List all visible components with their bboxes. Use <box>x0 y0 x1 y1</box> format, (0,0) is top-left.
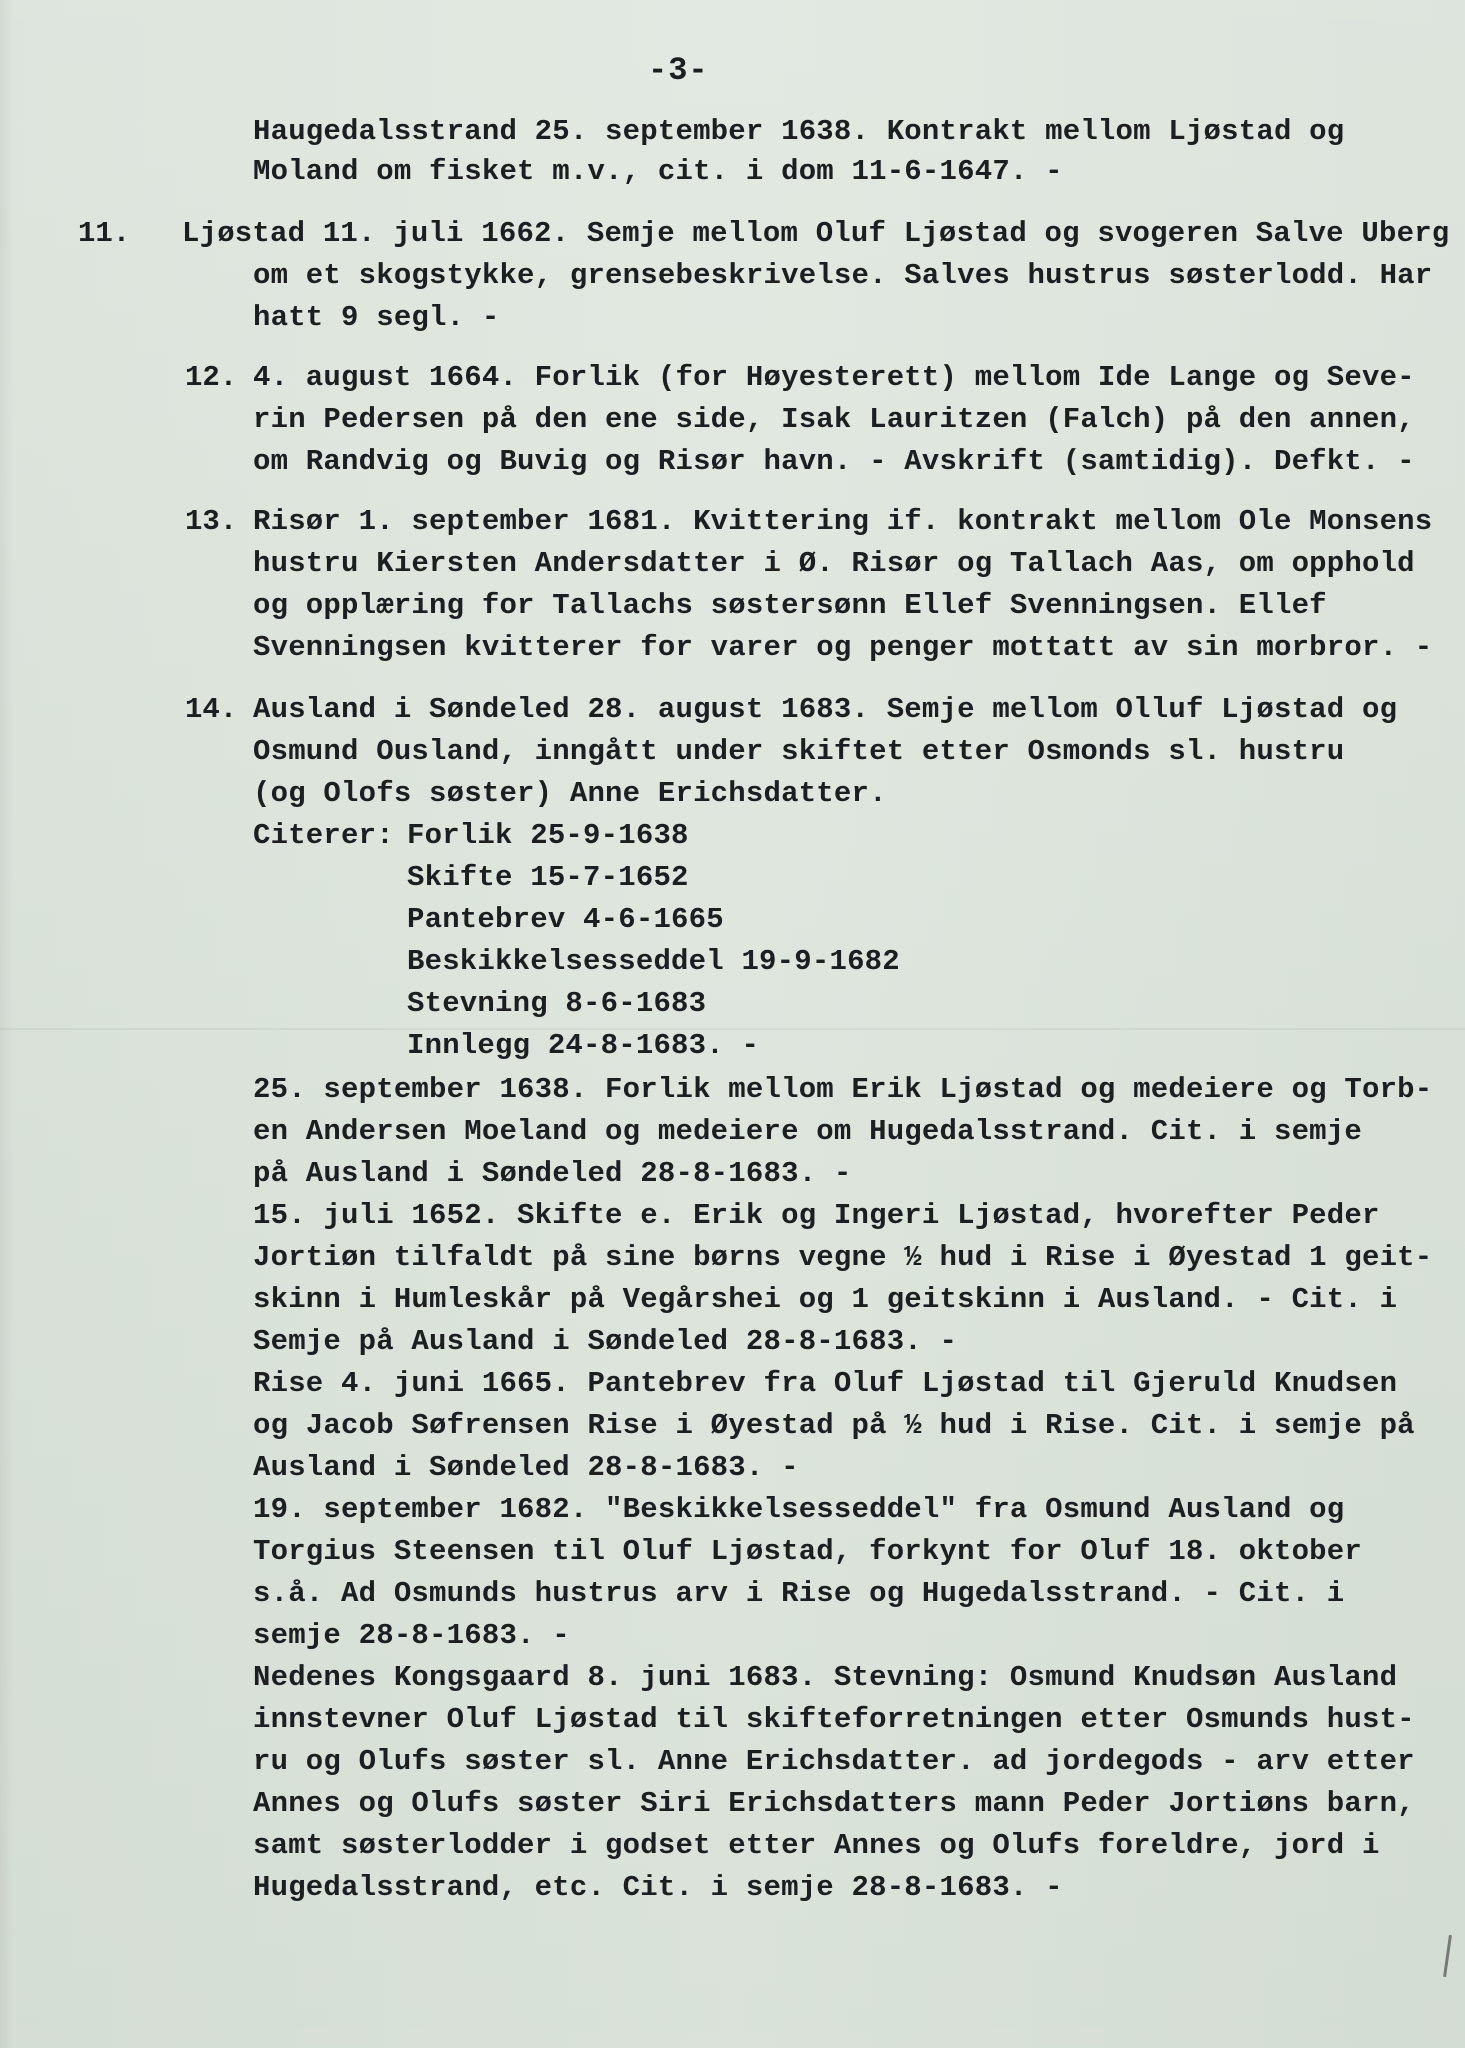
sub-entry-line: samt søsterlodder i godset etter Annes og Olufs foreldre, jord i <box>253 1829 1380 1862</box>
sub-entry-line: Torgius Steensen til Oluf Ljøstad, forkynt for Oluf 18. oktober <box>253 1535 1362 1568</box>
entry-line: Ljøstad 11. juli 1662. Semje mellom Oluf Ljøstad og svogeren Salve Uberg <box>182 217 1450 250</box>
citerer-item: Beskikkelsesseddel 19-9-1682 <box>407 945 900 978</box>
entry-line: om et skogstykke, grensebeskrivelse. Salves hustrus søsterlodd. Har <box>253 259 1433 292</box>
sub-entry-line: 25. september 1638. Forlik mellom Erik Ljøstad og medeiere og Torb- <box>253 1073 1433 1106</box>
entry-number: 11. <box>78 217 131 250</box>
citerer-label: Citerer: <box>253 819 394 852</box>
sub-entry-line: skinn i Humleskår på Vegårshei og 1 geitskinn i Ausland. - Cit. i <box>253 1283 1398 1316</box>
entry-line: rin Pedersen på den ene side, Isak Lauritzen (Falch) på den annen, <box>253 403 1415 436</box>
sub-entry-line: semje 28-8-1683. - <box>253 1619 570 1652</box>
sub-entry-line: ru og Olufs søster sl. Anne Erichsdatter. ad jordegods - arv etter <box>253 1745 1415 1778</box>
sub-entry-line: Nedenes Kongsgaard 8. juni 1683. Stevning: Osmund Knudsøn Ausland <box>253 1661 1398 1694</box>
citerer-item: Skifte 15-7-1652 <box>407 861 689 894</box>
citerer-item: Innlegg 24-8-1683. - <box>407 1029 760 1062</box>
sub-entry-line: s.å. Ad Osmunds hustrus arv i Rise og Hugedalsstrand. - Cit. i <box>253 1577 1345 1610</box>
intro-line: Moland om fisket m.v., cit. i dom 11-6-1647. - <box>253 155 1063 188</box>
entry-line: hatt 9 segl. - <box>253 301 500 334</box>
entry-line: Risør 1. september 1681. Kvittering if. kontrakt mellom Ole Monsens <box>253 505 1433 538</box>
sub-entry-line: innstevner Oluf Ljøstad til skifteforretningen etter Osmunds hust- <box>253 1703 1415 1736</box>
citerer-item: Forlik 25-9-1638 <box>407 819 689 852</box>
intro-line: Haugedalsstrand 25. september 1638. Kontrakt mellom Ljøstad og <box>253 115 1345 148</box>
margin-pencil-mark <box>1443 1935 1452 1977</box>
entry-line: og opplæring for Tallachs søstersønn Ellef Svenningsen. Ellef <box>253 589 1327 622</box>
entry-number: 12. <box>185 361 238 394</box>
sub-entry-line: Rise 4. juni 1665. Pantebrev fra Oluf Ljøstad til Gjeruld Knudsen <box>253 1367 1398 1400</box>
sub-entry-line: Semje på Ausland i Søndeled 28-8-1683. - <box>253 1325 958 1358</box>
entry-line: om Randvig og Buvig og Risør havn. - Avskrift (samtidig). Defkt. - <box>253 445 1415 478</box>
sub-entry-line: 15. juli 1652. Skifte e. Erik og Ingeri Ljøstad, hvorefter Peder <box>253 1199 1380 1232</box>
entry-line: Osmund Ousland, inngått under skiftet etter Osmonds sl. hustru <box>253 735 1345 768</box>
page-edge-shadow <box>0 0 14 2048</box>
sub-entry-line: en Andersen Moeland og medeiere om Hugedalsstrand. Cit. i semje <box>253 1115 1362 1148</box>
entry-number: 13. <box>185 505 238 538</box>
sub-entry-line: Hugedalsstrand, etc. Cit. i semje 28-8-1683. - <box>253 1871 1063 1904</box>
citerer-item: Pantebrev 4-6-1665 <box>407 903 724 936</box>
sub-entry-line: Ausland i Søndeled 28-8-1683. - <box>253 1451 799 1484</box>
sub-entry-line: og Jacob Søfrensen Rise i Øyestad på ½ hud i Rise. Cit. i semje på <box>253 1409 1415 1442</box>
entry-number: 14. <box>185 693 238 726</box>
entry-line: 4. august 1664. Forlik (for Høyesterett) mellom Ide Lange og Seve- <box>253 361 1415 394</box>
entry-line: Svenningsen kvitterer for varer og penger mottatt av sin morbror. - <box>253 631 1433 664</box>
entry-line: hustru Kiersten Andersdatter i Ø. Risør og Tallach Aas, om opphold <box>253 547 1415 580</box>
entry-line: (og Olofs søster) Anne Erichsdatter. <box>253 777 887 810</box>
entry-line: Ausland i Søndeled 28. august 1683. Semje mellom Olluf Ljøstad og <box>253 693 1398 726</box>
sub-entry-line: 19. september 1682. "Beskikkelsesseddel" fra Osmund Ausland og <box>253 1493 1345 1526</box>
page-number: -3- <box>648 52 709 89</box>
sub-entry-line: Annes og Olufs søster Siri Erichsdatters mann Peder Jortiøns barn, <box>253 1787 1415 1820</box>
sub-entry-line: på Ausland i Søndeled 28-8-1683. - <box>253 1157 852 1190</box>
sub-entry-line: Jortiøn tilfaldt på sine børns vegne ½ hud i Rise i Øyestad 1 geit- <box>253 1241 1433 1274</box>
citerer-item: Stevning 8-6-1683 <box>407 987 707 1020</box>
